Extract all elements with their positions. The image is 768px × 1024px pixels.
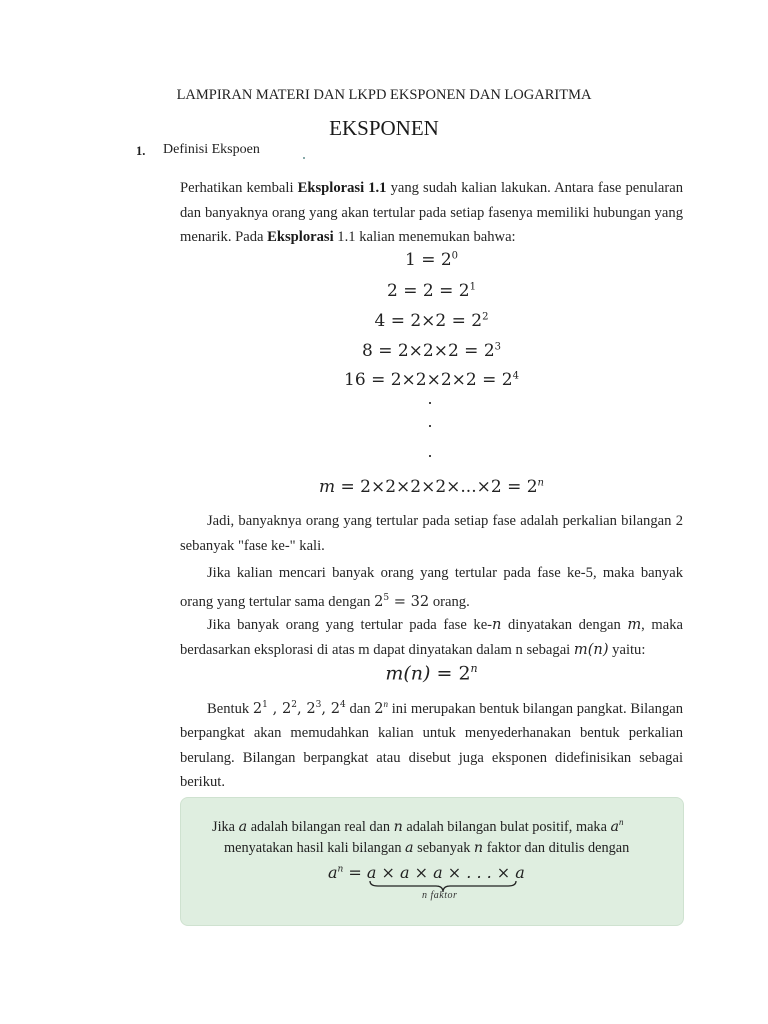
equation-lhs: 2 = 2 = 2 — [387, 281, 470, 301]
paragraph-fase-n — [180, 613, 683, 662]
inline-variable: n — [492, 616, 502, 633]
section-number: 1. — [136, 144, 146, 158]
inline-variable: a — [405, 840, 414, 856]
equation-rhs: = 2 — [430, 662, 471, 685]
equation-lhs: m(n) — [385, 662, 431, 685]
paragraph-text: orang. — [429, 593, 470, 610]
inline-variable: a — [238, 818, 248, 835]
paragraph-bentuk: Bentuk $2^1$ , $2^2$, $2^3$, $2^4$ dan 2$^n$ ini merupakan bentuk bilangan pangkat. Bilangan berpangkat akan memudahkan kalian untuk menyederhanakan bentuk perkalian berulang. Bilangan berpangkat atau disebut juga eksponen didefinisikan sebagai berikut. — [180, 699, 684, 791]
equation-exponent: n — [537, 477, 544, 489]
equation-rhs: = 2×2×2×2×...×2 = 2 — [335, 477, 538, 497]
intro-bold-2: Eksplorasi — [267, 229, 334, 245]
power-base: 2 — [306, 699, 316, 717]
definition-text: menyatakan hasil kali bilangan — [224, 840, 406, 856]
definition-text: sebanyak — [413, 840, 474, 856]
equation-exponent: 3 — [494, 341, 502, 353]
power-base: 2 — [374, 699, 384, 717]
paragraph-text: ini merupakan bentuk bilangan pangkat. Bilangan berpangkat akan memudahkan kalian untuk menyederhanakan bentuk perkalian berulang. Bilangan berpangkat atau disebut juga eksponen didefinisikan sebagai berikut. — [180, 700, 684, 791]
inline-math: = 32 — [389, 592, 430, 610]
definition-line-2 — [224, 840, 629, 857]
equation-lhs: 1 = 2 — [404, 250, 452, 270]
power-base: 2 — [281, 699, 292, 717]
decorative-mark — [303, 157, 305, 159]
equation-lhs: 4 = 2×2 = 2 — [374, 311, 483, 331]
equation-row — [180, 250, 683, 270]
paragraph-text: , maka berdasarkan eksplorasi di atas m dapat dinyatakan dalam n sebagai — [180, 617, 683, 658]
equation-lhs: 8 = 2×2×2 = 2 — [361, 341, 495, 361]
equation-lhs: 16 = 2×2×2×2 = 2 — [344, 370, 513, 390]
equation-exponent: 4 — [512, 370, 519, 382]
inline-variable: n — [393, 818, 403, 835]
mn-equation — [180, 662, 683, 684]
paragraph-text: dinyatakan dengan — [501, 617, 628, 633]
equation-exponent: n — [470, 662, 478, 675]
inline-variable: n — [473, 840, 484, 856]
ellipsis-dot — [429, 402, 431, 404]
equation-exponent: 0 — [451, 250, 459, 262]
inline-exponent: 5 — [383, 592, 390, 603]
definition-text: faktor dan ditulis dengan — [483, 840, 630, 856]
equation-row — [180, 311, 683, 331]
intro-text-1: Perhatikan kembali — [180, 180, 298, 196]
power-base: 2 — [252, 699, 263, 717]
paragraph-jadi: Jadi, banyaknya orang yang tertular pada setiap fase adalah perkalian bilangan 2 sebanyak "fase ke-" kali. — [180, 513, 683, 554]
paragraph-text: Jika banyak orang yang tertular pada fase ke- — [207, 617, 493, 633]
definition-text: adalah bilangan bulat positif, maka — [402, 818, 611, 835]
inline-exponent: n — [619, 817, 624, 827]
equation-row — [180, 281, 683, 301]
document-header: LAMPIRAN MATERI DAN LKPD EKSPONEN DAN LOGARITMA — [176, 87, 592, 103]
brace-label: n faktor — [422, 890, 458, 901]
ellipsis-dot — [429, 455, 431, 457]
intro-paragraph — [180, 176, 683, 250]
general-equation — [180, 477, 683, 497]
equation-exponent: 1 — [469, 281, 476, 293]
paragraph-fase-5 — [180, 561, 683, 614]
equation-exponent: 2 — [482, 311, 489, 323]
equation-variable-m: m — [318, 477, 336, 497]
definition-text: adalah bilangan real dan — [247, 818, 394, 835]
equation-variable-a: a — [328, 863, 338, 882]
intro-bold-1: Eksplorasi 1.1 — [297, 180, 387, 196]
paragraph-text: Bentuk — [207, 700, 253, 717]
equation-exponent: n — [337, 864, 344, 875]
definition-text: Jika — [212, 818, 239, 835]
section-title: Definisi Ekspoen — [163, 142, 260, 157]
inline-variable: a — [610, 818, 620, 835]
page-title: EKSPONEN — [329, 116, 439, 140]
paragraph-text: yaitu: — [608, 641, 646, 658]
definition-line-1 — [212, 817, 624, 836]
inline-math: m(n) — [573, 640, 609, 658]
inline-powers: $2^1$ , $2^2$, $2^3$, $2^4$ — [252, 699, 346, 717]
intro-text-2: yang sudah kalian lakukan. Antara fase penularan dan banyaknya orang yang akan tertular pada setiap fasenya memiliki hubungan yang menarik. Pada — [180, 180, 684, 245]
equation-row — [180, 341, 683, 361]
equation-rhs: = a × a × a × . . . × a — [343, 863, 525, 882]
power-base: 2 — [330, 699, 340, 717]
intro-text-3: 1.1 kalian menemukan bahwa: — [333, 229, 516, 245]
ellipsis-dot — [429, 425, 431, 427]
inline-variable: m — [627, 616, 642, 633]
equation-row — [180, 370, 683, 390]
paragraph-text: Jika kalian mencari banyak orang yang tertular pada fase ke-5, maka banyak orang yang tertular sama dengan — [180, 565, 683, 610]
inline-math: 2 — [374, 592, 384, 610]
